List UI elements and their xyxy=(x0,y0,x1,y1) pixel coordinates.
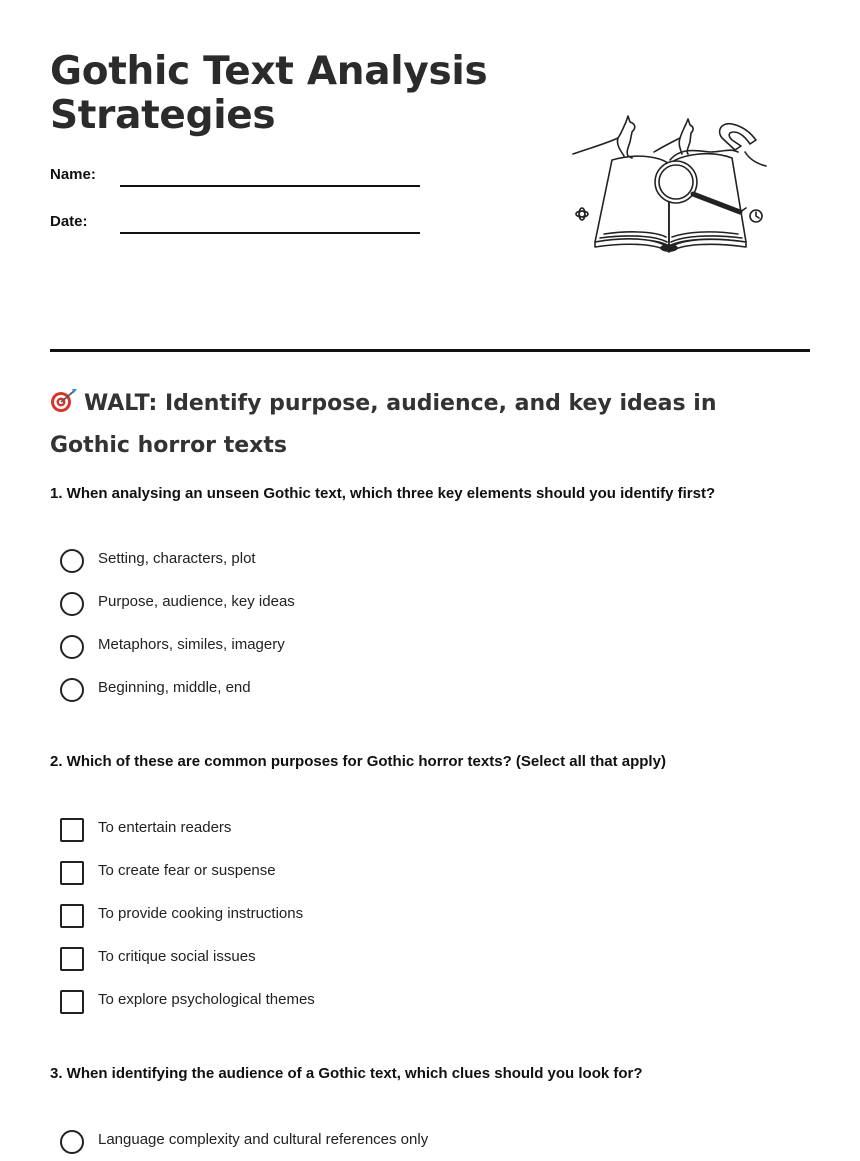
radio-button[interactable] xyxy=(60,1130,84,1154)
option-label: To entertain readers xyxy=(98,819,232,836)
header-divider xyxy=(50,349,810,352)
name-label: Name: xyxy=(50,166,96,183)
name-field[interactable] xyxy=(50,166,430,196)
q2-option[interactable] xyxy=(60,860,760,886)
kangaroo-icon xyxy=(573,116,635,158)
date-field[interactable] xyxy=(50,213,430,243)
checkbox[interactable] xyxy=(60,947,84,971)
option-label: To provide cooking instructions xyxy=(98,905,304,922)
radio-button[interactable] xyxy=(60,592,84,616)
q1-option[interactable] xyxy=(60,548,760,574)
book-illustration xyxy=(570,108,775,258)
checkbox[interactable] xyxy=(60,861,84,885)
q1-option[interactable] xyxy=(60,677,760,703)
option-label: To critique social issues xyxy=(98,948,256,965)
checkbox[interactable] xyxy=(60,818,84,842)
q2-option[interactable] xyxy=(60,989,760,1015)
option-label: To explore psychological themes xyxy=(98,991,315,1008)
option-label: Setting, characters, plot xyxy=(98,550,256,567)
checkbox[interactable] xyxy=(60,990,84,1014)
q1-option[interactable] xyxy=(60,591,760,617)
question-3: 3. When identifying the audience of a Gothic text, which clues should you look for? xyxy=(50,1065,643,1082)
date-input-line[interactable] xyxy=(120,232,420,234)
kangaroo-icon-small xyxy=(654,119,693,154)
title-line-2: Strategies xyxy=(50,93,276,138)
option-label: To create fear or suspense xyxy=(98,862,276,879)
radio-button[interactable] xyxy=(60,549,84,573)
walt-text: WALT: Identify purpose, audience, and key ideas in Gothic horror texts xyxy=(50,391,717,458)
atom-icon xyxy=(576,208,588,220)
question-2: 2. Which of these are common purposes for Gothic horror texts? (Select all that apply) xyxy=(50,753,666,770)
checkbox[interactable] xyxy=(60,904,84,928)
option-label: Purpose, audience, key ideas xyxy=(98,593,295,610)
walt-heading xyxy=(50,385,770,465)
q1-option[interactable] xyxy=(60,634,760,660)
option-label: Language complexity and cultural references only xyxy=(98,1131,429,1148)
radio-button[interactable] xyxy=(60,678,84,702)
q2-option[interactable] xyxy=(60,903,760,929)
title-line-1: Gothic Text Analysis xyxy=(50,49,488,94)
page-title xyxy=(50,50,487,138)
question-1: 1. When analysing an unseen Gothic text, which three key elements should you identify first? xyxy=(50,485,716,502)
clock-icon xyxy=(750,210,762,222)
name-input-line[interactable] xyxy=(120,185,420,187)
radio-button[interactable] xyxy=(60,635,84,659)
worksheet-page xyxy=(50,0,810,1161)
option-label: Beginning, middle, end xyxy=(98,679,251,696)
option-label: Metaphors, similes, imagery xyxy=(98,636,285,653)
q2-option[interactable] xyxy=(60,817,760,843)
target-icon xyxy=(50,388,78,427)
q3-option[interactable] xyxy=(60,1129,760,1155)
date-label: Date: xyxy=(50,213,88,230)
q2-option[interactable] xyxy=(60,946,760,972)
